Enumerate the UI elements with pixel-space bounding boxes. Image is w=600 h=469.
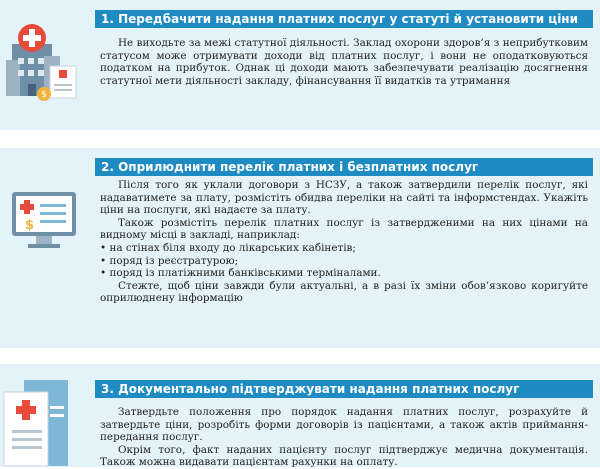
- section-2-title: 2. Оприлюднити перелік платних і безплатних послуг: [95, 158, 593, 176]
- section-3-paragraph: Затвердьте положення про порядок надання платних послуг, розрахуйте й затвердьте ціни, розробіть форми договорів із пацієнтами, а також актів приймання-передання послуг.: [100, 406, 588, 444]
- section-1-body: [100, 37, 588, 87]
- section-3-paragraph: Окрім того, факт наданих пацієнту послуг підтверджує медична документація. Також можна видавати пацієнтам рахунки на оплату.: [100, 443, 588, 469]
- section-2-closing: Стежте, щоб ціни завжди були актуальні, а в разі їх зміни обов’язково коригуйте оприлюднену інформацію: [100, 279, 588, 305]
- svg-text:$: $: [25, 218, 35, 233]
- placement-list: [100, 242, 588, 280]
- section-1-title: 1. Передбачити надання платних послуг у статуті й установити ціни: [95, 10, 593, 28]
- list-item: • поряд із реєстратурою;: [100, 255, 588, 268]
- section-1-paragraph: Не виходьте за межі статутної діяльності. Заклад охорони здоров’я з неприбутковим статусом може отримувати доходи від платних послуг, і вони не оподатковуються податком на прибуток. Однак ці доходи мають забезпечувати реалізацію досягнення статутної мети діяльності закладу, фінансування її видатків та утримання: [100, 37, 588, 87]
- section-2-paragraph: Також розмістіть перелік платних послуг із затвердженими на них цінами на видному місці в закладі, наприклад:: [100, 216, 588, 242]
- section-3-title: 3. Документально підтверджувати надання платних послуг: [95, 380, 593, 398]
- section-2-body: [100, 179, 588, 305]
- svg-text:$: $: [41, 90, 47, 100]
- list-item: • на стінах біля входу до лікарських кабінетів;: [100, 242, 588, 255]
- list-item: • поряд із платіжними банківськими терміналами.: [100, 267, 588, 280]
- computer-price-list-icon: [10, 190, 82, 252]
- section-2-paragraph: Після того як уклали договори з НСЗУ, а також затвердили перелік послуг, які надаватимете за плату, розмістіть обидва переліки на сайті та інформстендах. Укажіть ціни на послуги, які надаєте за плату.: [100, 179, 588, 217]
- section-3-card: [0, 364, 600, 467]
- section-3-body: [100, 406, 588, 469]
- section-1-card: [0, 0, 600, 130]
- section-2-card: [0, 148, 600, 348]
- medical-documents-icon: [0, 376, 80, 467]
- hospital-building-icon: [4, 22, 86, 102]
